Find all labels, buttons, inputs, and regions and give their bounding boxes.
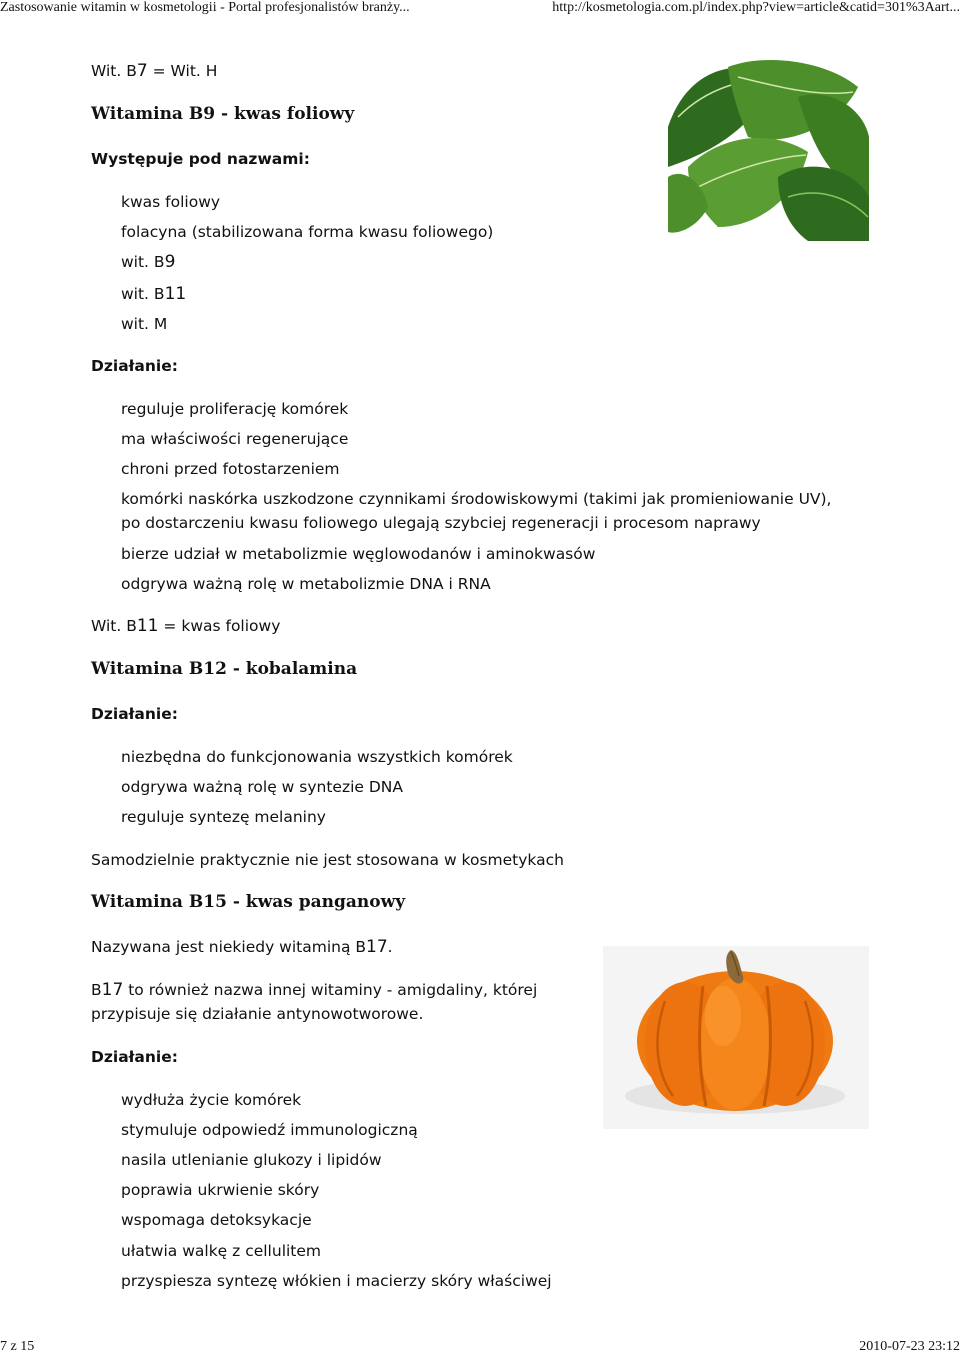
b15-alias: Nazywana jest niekiedy witaminą B17. bbox=[91, 937, 393, 957]
list-item: wit. M bbox=[121, 315, 168, 333]
list-item: komórki naskórka uszkodzone czynnikami środowiskowymi (takimi jak promieniowanie UV), po dostarczeniu kwasu foliowego ulegają szybciej regeneracji i procesom naprawy bbox=[121, 490, 832, 532]
list-item: nasila utlenianie glukozy i lipidów bbox=[121, 1151, 382, 1169]
b12-heading: Witamina B12 - kobalamina bbox=[91, 659, 358, 679]
list-item: reguluje syntezę melaniny bbox=[121, 808, 326, 826]
b7-line: Wit. B7 = Wit. H bbox=[91, 61, 218, 81]
b12-note: Samodzielnie praktycznie nie jest stosowana w kosmetykach bbox=[91, 851, 564, 869]
list-item: poprawia ukrwienie skóry bbox=[121, 1181, 320, 1199]
b9-action-heading: Działanie: bbox=[91, 357, 178, 375]
b15-heading: Witamina B15 - kwas panganowy bbox=[91, 892, 406, 912]
b15-action-heading: Działanie: bbox=[91, 1048, 178, 1066]
list-item: folacyna (stabilizowana forma kwasu foliowego) bbox=[121, 223, 494, 241]
b9-heading: Witamina B9 - kwas foliowy bbox=[91, 104, 355, 124]
b12-action-heading: Działanie: bbox=[91, 705, 178, 723]
list-item: wydłuża życie komórek bbox=[121, 1091, 302, 1109]
b9-names-heading: Występuje pod nazwami: bbox=[91, 150, 310, 168]
page-number: 7 z 15 bbox=[0, 1339, 35, 1354]
list-item: stymuluje odpowiedź immunologiczną bbox=[121, 1121, 418, 1139]
list-item: ułatwia walkę z cellulitem bbox=[121, 1242, 322, 1260]
list-item: niezbędna do funkcjonowania wszystkich komórek bbox=[121, 748, 513, 766]
list-item: odgrywa ważną rolę w metabolizmie DNA i RNA bbox=[121, 575, 491, 593]
list-item: odgrywa ważną rolę w syntezie DNA bbox=[121, 778, 403, 796]
spinach-leaves-image bbox=[668, 57, 869, 241]
list-item: wit. B11 bbox=[121, 284, 187, 304]
b11-line: Wit. B11 = kwas foliowy bbox=[91, 616, 281, 636]
list-item: przyspiesza syntezę włókien i macierzy skóry właściwej bbox=[121, 1272, 552, 1290]
list-item: kwas foliowy bbox=[121, 193, 221, 211]
list-item: chroni przed fotostarzeniem bbox=[121, 460, 340, 478]
print-datetime: 2010-07-23 23:12 bbox=[859, 1339, 960, 1354]
list-item: ma właściwości regenerujące bbox=[121, 430, 349, 448]
page-footer bbox=[0, 1339, 960, 1359]
page-title: Zastosowanie witamin w kosmetologii - Portal profesjonalistów branży... bbox=[0, 0, 410, 15]
list-item: reguluje proliferację komórek bbox=[121, 400, 349, 418]
b17-note: B17 to również nazwa innej witaminy - amigdaliny, której przypisuje się działanie antynowotworowe. bbox=[91, 980, 538, 1023]
orange-pumpkin-image bbox=[603, 946, 869, 1129]
list-item: wspomaga detoksykacje bbox=[121, 1211, 312, 1229]
page-url[interactable]: http://kosmetologia.com.pl/index.php?view=article&catid=301%3Aart... bbox=[552, 0, 960, 15]
list-item: bierze udział w metabolizmie węglowodanów i aminokwasów bbox=[121, 545, 596, 563]
list-item: wit. B9 bbox=[121, 252, 176, 272]
page-header bbox=[0, 0, 960, 20]
